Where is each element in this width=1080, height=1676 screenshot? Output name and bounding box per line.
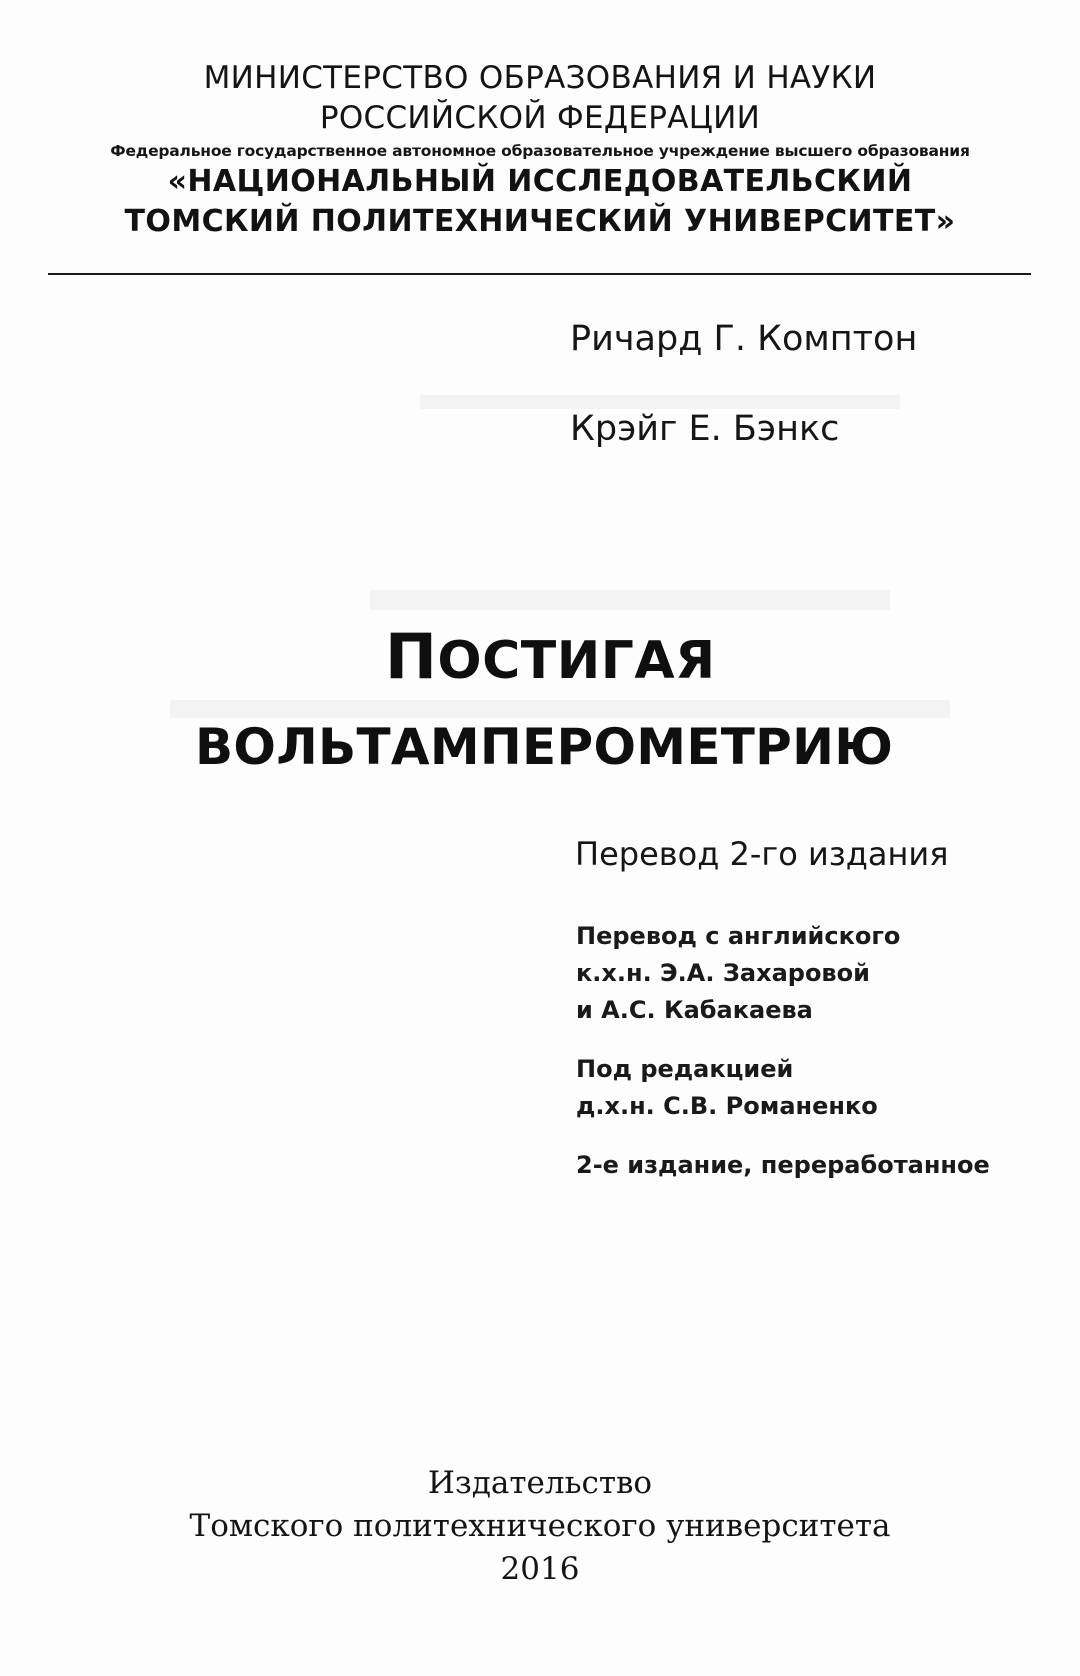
publication-year: 2016 <box>500 1551 580 1587</box>
title-initial: П <box>385 620 438 693</box>
publisher-name: Томского политехнического университета <box>189 1508 891 1544</box>
edition-note: 2-е издание, переработанное <box>576 1151 990 1179</box>
translation-line: к.х.н. Э.А. Захаровой <box>576 959 870 987</box>
author-name: Ричард Г. Комптон <box>570 319 918 359</box>
editor-line: Под редакцией <box>576 1055 794 1083</box>
title-rest: ОСТИГАЯ <box>437 631 716 691</box>
ministry-line-2: РОССИЙСКОЙ ФЕДЕРАЦИИ <box>319 100 761 136</box>
author-name: Крэйг Е. Бэнкс <box>570 409 840 449</box>
credits-block <box>576 918 990 1184</box>
scan-shadow <box>370 590 890 610</box>
author-list <box>570 318 917 498</box>
header-divider <box>48 273 1031 275</box>
university-line-2: ТОМСКИЙ ПОЛИТЕХНИЧЕСКИЙ УНИВЕРСИТЕТ» <box>124 204 956 239</box>
publisher-label: Издательство <box>427 1465 653 1501</box>
editor-credits <box>576 1051 990 1125</box>
editor-line: д.х.н. С.В. Романенко <box>576 1092 878 1120</box>
book-title-line-1 <box>385 620 716 693</box>
translation-line: Перевод с английского <box>576 922 901 950</box>
publisher-block <box>0 1462 1080 1591</box>
institution-type: Федеральное государственное автономное образовательное учреждение высшего образования <box>110 142 970 160</box>
translation-line: и А.С. Кабакаева <box>576 996 813 1024</box>
university-line-1: «НАЦИОНАЛЬНЫЙ ИССЛЕДОВАТЕЛЬСКИЙ <box>167 164 913 199</box>
ministry-line-1: МИНИСТЕРСТВО ОБРАЗОВАНИЯ И НАУКИ <box>203 60 877 96</box>
translation-credits <box>576 918 990 1029</box>
institution-header <box>40 58 1040 242</box>
edition-subtitle: Перевод 2-го издания <box>575 835 949 873</box>
book-title-line-2: ВОЛЬТАМПЕРОМЕТРИЮ <box>195 718 894 776</box>
